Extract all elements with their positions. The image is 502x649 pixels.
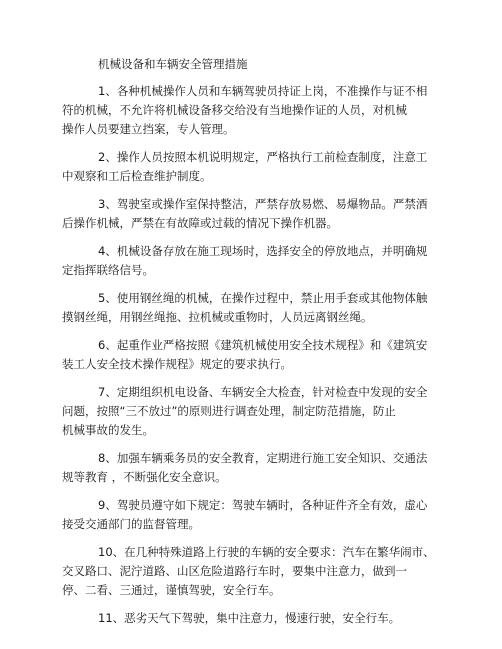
document-body [62, 55, 442, 637]
paragraph-line: 摸钢丝绳，用钢丝绳拖、拉机械或重物时，人员远离钢丝绳。 [62, 310, 373, 324]
paragraph-9 [62, 496, 442, 534]
paragraph-1 [62, 82, 442, 139]
paragraph-line: 3、驾驶室或操作室保持整洁，严禁存放易燃、易爆物品。严禁酒 [98, 197, 428, 211]
paragraph-line: 问题，按照“三不放过”的原则进行调查处理，制定防范措施，防止 [62, 404, 396, 418]
paragraph-line: 符的机械，不允许将机械设备移交给没有当地操作证的人员，对机械 [62, 103, 407, 117]
paragraph-8 [62, 449, 442, 487]
paragraph-line: 装工人安全技术操作规程》规定的要求执行。 [62, 357, 292, 371]
paragraph-line: 中观察和工后检查维护制度。 [62, 169, 212, 183]
document-title: 机械设备和车辆安全管理措施 [98, 57, 248, 71]
paragraph-line: 4、机械设备存放在施工现场时，选择安全的停放地点，并明确规 [98, 244, 428, 258]
paragraph-7 [62, 383, 442, 440]
paragraph-10 [62, 543, 442, 600]
paragraph-line: 接受交通部门的监督管理。 [62, 517, 200, 531]
paragraph-line: 11、恶劣天气下驾驶，集中注意力，慢速行驶，安全行车。 [98, 611, 401, 625]
paragraph-line: 7、定期组织机电设备、车辆安全大检查，针对检查中发现的安全 [98, 385, 428, 399]
paragraph-2 [62, 148, 442, 186]
paragraph-line: 10、在几种特殊道路上行驶的车辆的安全要求：汽车在繁华闹市、 [98, 545, 435, 559]
paragraph-line: 1、各种机械操作人员和车辆驾驶员持证上岗，不准操作与证不相 [98, 84, 428, 98]
paragraph-6 [62, 336, 442, 374]
paragraph-line: 停、二看、三通过，谨慎驾驶，安全行车。 [62, 583, 281, 597]
paragraph-line: 后操作机械，严禁在有故障或过载的情况下操作机器。 [62, 216, 338, 230]
paragraph-line: 6、起重作业严格按照《建筑机械使用安全技术规程》和《建筑安 [98, 338, 428, 352]
paragraph-5 [62, 289, 442, 327]
paragraph-3 [62, 195, 442, 233]
paragraph-line: 操作人员要建立挡案，专人管理。 [62, 122, 235, 136]
paragraph-line: 交叉路口、泥泞道路、山区危险道路行车时，要集中注意力，做到一 [62, 564, 407, 578]
paragraph-line: 8、加强车辆乘务员的安全教育，定期进行施工安全知识、交通法 [98, 451, 428, 465]
paragraph-line: 规等教育 ，不断强化安全意识。 [62, 470, 227, 484]
paragraph-line: 机械事故的发生。 [62, 423, 154, 437]
paragraph-11 [62, 609, 442, 628]
paragraph-line: 9、驾驶员遵守如下规定：驾驶车辆时，各种证件齐全有效，虚心 [98, 498, 428, 512]
paragraph-line: 5、使用钢丝绳的机械，在操作过程中，禁止用手套或其他物体触 [98, 291, 428, 305]
paragraph-4 [62, 242, 442, 280]
paragraph-line: 定指挥联络信号。 [62, 263, 154, 277]
paragraph-line: 2、操作人员按照本机说明规定，严格执行工前检查制度，注意工 [98, 150, 428, 164]
